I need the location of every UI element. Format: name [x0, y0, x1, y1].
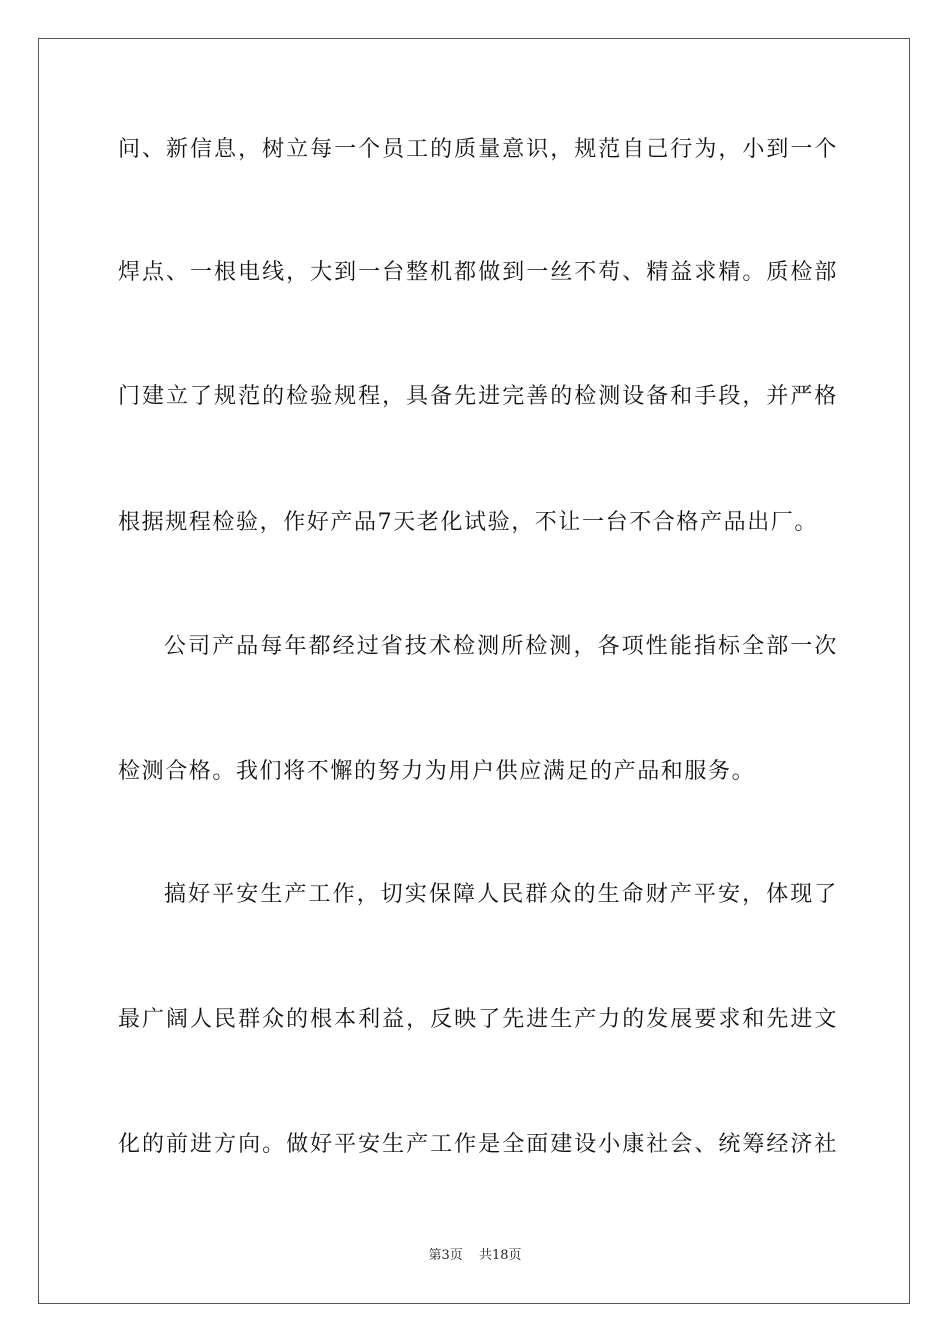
text-line: 化的前进方向。做好平安生产工作是全面建设小康社会、统筹经济社: [118, 1132, 838, 1157]
page-border: [38, 38, 910, 1304]
text-line: 检测合格。我们将不懈的努力为用户供应满足的产品和服务。: [118, 759, 756, 784]
text-line: 焊点、一根电线，大到一台整机都做到一丝不苟、精益求精。质检部: [118, 260, 838, 285]
page-footer: [0, 1247, 950, 1265]
text-line: 问、新信息，树立每一个员工的质量意识，规范自己行为，小到一个: [118, 137, 838, 162]
text-line: 根据规程检验，作好产品7天老化试验，不让一台不合格产品出厂。: [118, 510, 818, 535]
page-number: 第3页: [428, 1248, 463, 1263]
paragraph-start-line: 搞好平安生产工作，切实保障人民群众的生命财产平安，体现了: [164, 882, 838, 907]
page-total: 共18页: [478, 1248, 522, 1263]
text-line: 门建立了规范的检验规程，具备先进完善的检测设备和手段，并严格: [118, 384, 838, 409]
paragraph-start-line: 公司产品每年都经过省技术检测所检测，各项性能指标全部一次: [164, 634, 838, 659]
text-line: 最广阔人民群众的根本利益，反映了先进生产力的发展要求和先进文: [118, 1007, 838, 1032]
